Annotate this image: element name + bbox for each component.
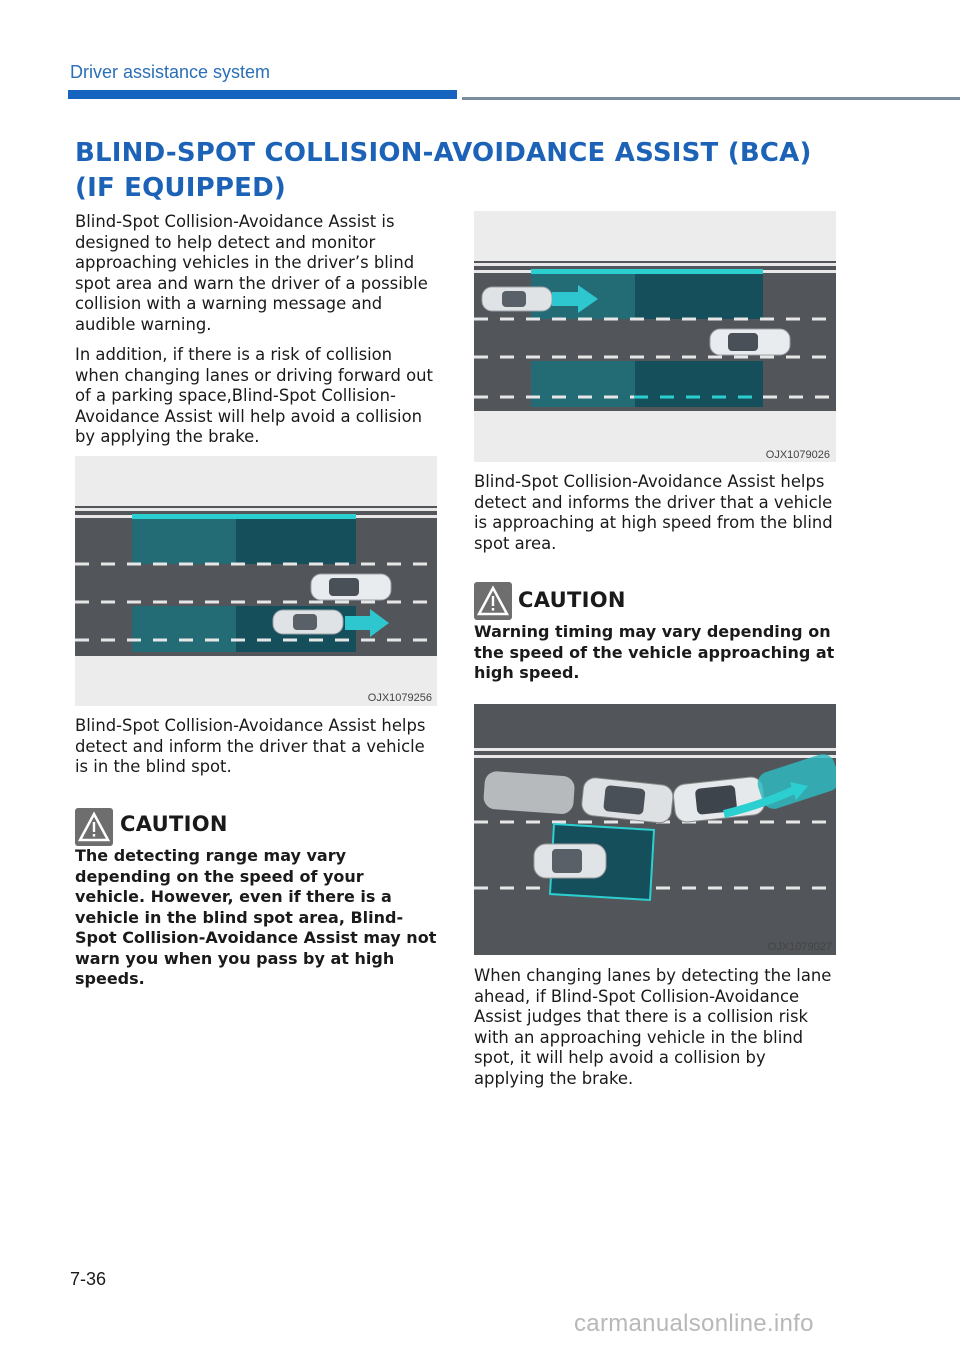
header-rule-blue <box>68 90 457 99</box>
title-line-2: (IF EQUIPPED) <box>75 173 286 203</box>
figure-high-speed <box>474 211 836 462</box>
figure-brake-assist <box>474 704 836 955</box>
figure-blind-spot <box>75 456 437 706</box>
caution-box-left <box>75 808 113 846</box>
figure-caption-2: Blind-Spot Collision-Avoidance Assist helps detect and informs the driver that a vehicle is approaching at high speed from the blind spot area. <box>474 472 833 553</box>
header-rule-grey <box>462 97 960 100</box>
warning-triangle-icon <box>75 808 113 846</box>
title-line-1: BLIND-SPOT COLLISION-AVOIDANCE ASSIST (BCA) <box>75 138 812 168</box>
figure-caption-1: Blind-Spot Collision-Avoidance Assist helps detect and inform the driver that a vehicle is in the blind spot. <box>75 716 426 776</box>
caution-heading-right: CAUTION <box>518 588 626 612</box>
figure-caption-3: When changing lanes by detecting the lane ahead, if Blind-Spot Collision-Avoidance Assist judges that there is a collision risk with an approaching vehicle in the blind spot, it will help avoid a collision by applying the brake. <box>474 966 832 1088</box>
section-label: Driver assistance system <box>70 62 271 82</box>
figure-code-3: OJX1079027 <box>767 941 832 953</box>
page-number: 7-36 <box>70 1269 107 1289</box>
figure-code-2: OJX1079026 <box>765 449 830 461</box>
page-title <box>75 136 895 206</box>
caution-text-right: Warning timing may vary depending on the speed of the vehicle approaching at high speed. <box>474 622 835 682</box>
intro-paragraph-2: In addition, if there is a risk of collision when changing lanes or driving forward out of a parking space,Blind-Spot Collision-Avoidance Assist will help avoid a collision by applying the brake. <box>75 345 433 446</box>
watermark: carmanualsonline.info <box>574 1310 814 1337</box>
figure-code-1: OJX1079256 <box>367 692 432 704</box>
figure-blind-spot-illustration <box>75 456 437 706</box>
intro-paragraph-1: Blind-Spot Collision-Avoidance Assist is designed to help detect and monitor approaching vehicles in the driver’s blind spot area and warn the driver of a possible collision with a warning message and audible warning. <box>75 212 428 334</box>
caution-heading-left: CAUTION <box>120 812 228 836</box>
caution-text-left: The detecting range may vary depending on the speed of your vehicle. However, even if there is a vehicle in the blind spot area, Blind-Spot Collision-Avoidance Assist may not warn you when you pass by at high speeds. <box>75 846 437 988</box>
figure-brake-assist-illustration <box>474 704 836 955</box>
caution-box-right <box>474 582 512 620</box>
figure-high-speed-illustration <box>474 211 836 462</box>
warning-triangle-icon <box>474 582 512 620</box>
